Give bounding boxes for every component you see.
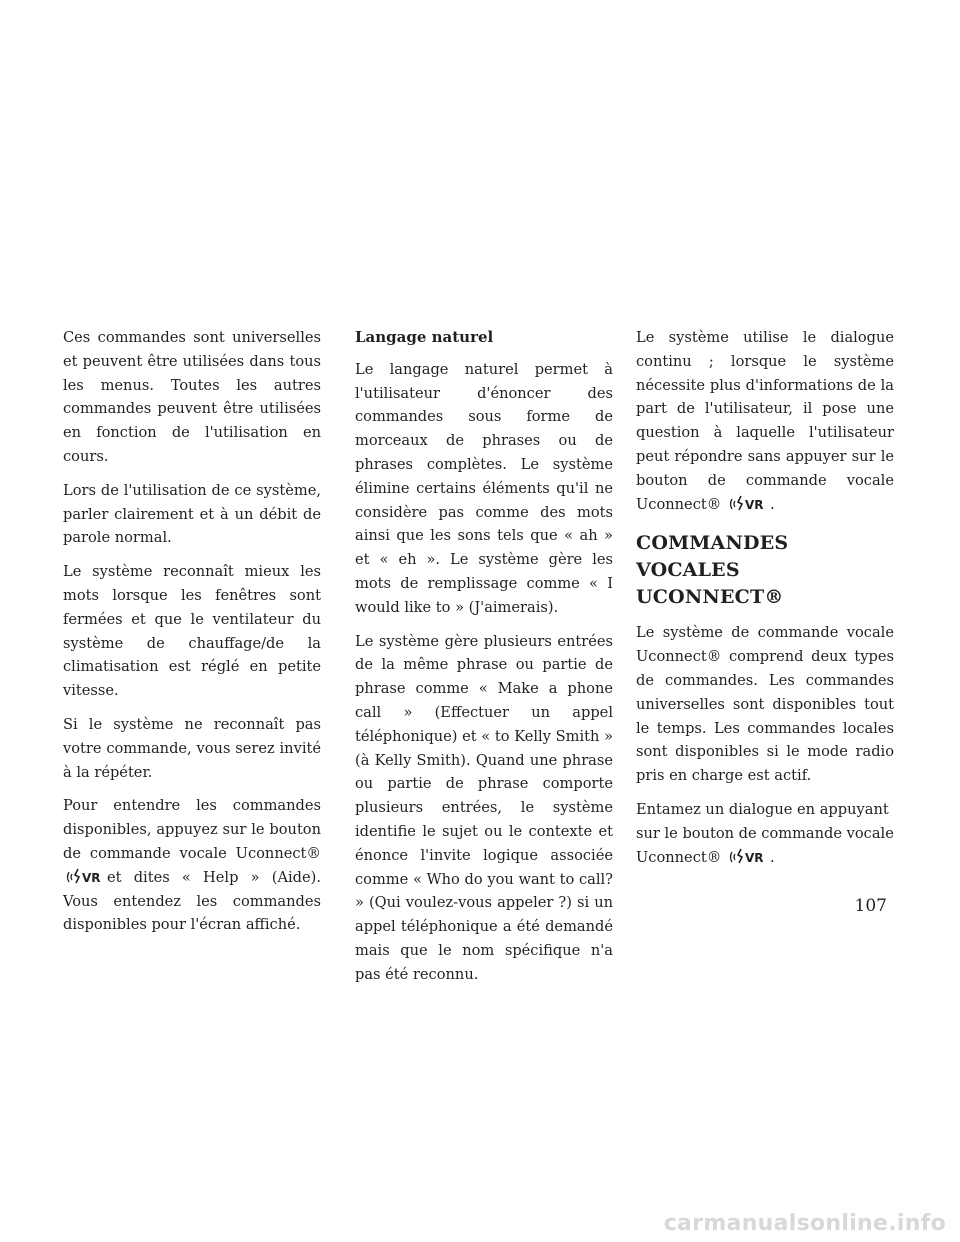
paragraph: Si le système ne reconnaît pas votre commande, vous serez invité à la répéter.	[63, 715, 321, 781]
svg-text:VR: VR	[82, 870, 101, 885]
paragraph	[636, 326, 894, 516]
voice-recognition-vr-icon	[728, 493, 768, 513]
chapter-heading: COMMANDES VOCALES UCONNECT®	[636, 532, 789, 609]
voice-recognition-vr-icon	[728, 846, 768, 866]
voice-recognition-vr-icon	[65, 866, 105, 886]
paragraph-text: Entamez un dialogue en appuyant sur le bouton de commande vocale Uconnect®	[636, 800, 894, 866]
column-right	[636, 326, 894, 879]
page-number: 107	[854, 896, 887, 916]
paragraph-text: .	[769, 495, 775, 513]
paragraph-text: Le système utilise le dialogue continu ; lorsque le système nécessite plus d'informations de la part de l'utilisateur, il pose une question à laquelle l'utilisateur peut répondre sans appuyer sur le bouton de commande vocale Uconnect®	[636, 329, 894, 513]
paragraph-text: .	[769, 848, 775, 866]
paragraph: Le langage naturel permet à l'utilisateur d'énoncer des commandes sous forme de morceaux de phrases ou de phrases complètes. Le système élimine certains éléments qu'il ne considère pas comme des mots ainsi que les sons tels que « ah » et « eh ». Le système gère les mots de remplissage comme « I would like to » (J'aimerais).	[355, 360, 613, 616]
paragraph-text: Pour entendre les commandes disponibles, appuyez sur le bouton de commande vocale Uconnect®	[63, 797, 321, 862]
paragraph: Le système de commande vocale Uconnect® comprend deux types de commandes. Les commandes universelles sont disponibles tout le temps. Les commandes locales sont disponibles si le mode radio pris en charge est actif.	[636, 624, 894, 785]
paragraph: Lors de l'utilisation de ce système, parler clairement et à un débit de parole normal.	[63, 481, 321, 547]
column-left	[63, 326, 321, 947]
paragraph	[63, 794, 321, 937]
paragraph: Ces commandes sont universelles et peuvent être utilisées dans tous les menus. Toutes les autres commandes peuvent être utilisées en fonction de l'utilisation en cours.	[63, 329, 321, 465]
paragraph: Le système gère plusieurs entrées de la même phrase ou partie de phrase comme « Make a phone call » (Effectuer un appel téléphonique) et « to Kelly Smith » (à Kelly Smith). Quand une phrase ou partie de phrase comporte plusieurs entrées, le système identifie le sujet ou le contexte et énonce l'invite logique associée comme « Who do you want to call? » (Qui voulez-vous appeler ?) si un appel téléphonique a été demandé mais que le nom spécifique n'a pas été reconnu.	[355, 632, 613, 983]
paragraph-text: et dites « Help » (Aide). Vous entendez les commandes disponibles pour l'écran affiché.	[63, 868, 321, 934]
paragraph: Le système reconnaît mieux les mots lorsque les fenêtres sont fermées et que le ventilateur du système de chauffage/de la climatisation est réglé en petite vitesse.	[63, 563, 321, 700]
svg-text:VR: VR	[744, 497, 764, 512]
svg-text:VR: VR	[744, 850, 764, 865]
paragraph	[636, 798, 894, 869]
watermark: carmanualsonline.info	[663, 1211, 946, 1236]
section-heading: Langage naturel	[355, 328, 494, 346]
column-middle	[355, 326, 613, 997]
